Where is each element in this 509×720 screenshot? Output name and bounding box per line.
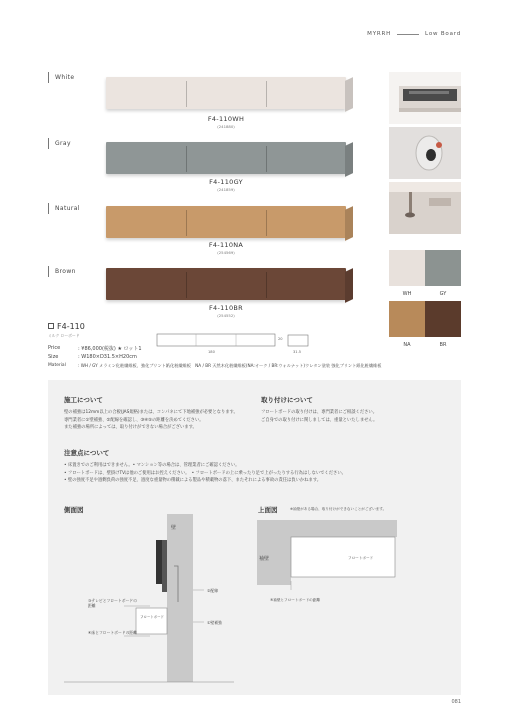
price-value: : ¥86,000(税抜) ★ ロット1 bbox=[78, 346, 142, 352]
install-text bbox=[64, 409, 238, 432]
size-value: : W180×D31.5×H20cm bbox=[78, 354, 137, 360]
side-wall-label: 壁 bbox=[171, 525, 177, 531]
color-label-white: White bbox=[48, 72, 74, 83]
photo-cable-hole bbox=[389, 127, 461, 179]
board-image-brown bbox=[106, 268, 346, 300]
product-name-text: F4-110 bbox=[57, 322, 85, 331]
model-name-gray: F4-110GY bbox=[209, 178, 243, 186]
product-name bbox=[48, 322, 85, 331]
material-label bbox=[48, 363, 66, 368]
dimension-drawing bbox=[156, 332, 316, 358]
side-view-title: 側面図 bbox=[64, 506, 84, 514]
size-label: Size bbox=[48, 354, 59, 360]
brand-name: MYRRH bbox=[367, 31, 392, 37]
top-board-label: フロートボード bbox=[348, 556, 374, 560]
dim-height: 20 bbox=[278, 337, 283, 341]
caution-line: • 壁の強度不足や過剰負荷の強度不足、過度な重量物の積載による製品や積載物の落下、またそれによる事故の責任は負いかねます。 bbox=[64, 478, 322, 483]
page-header bbox=[367, 31, 461, 37]
model-name-brown: F4-110BR bbox=[208, 304, 243, 312]
board-image-white bbox=[106, 77, 346, 109]
caution-text bbox=[64, 462, 346, 485]
color-label-natural: Natural bbox=[48, 203, 80, 214]
header-divider bbox=[397, 34, 419, 35]
board-image-gray bbox=[106, 142, 346, 174]
side-gap-label: ⑤袖壁とフロートボードの距離 bbox=[270, 598, 320, 602]
color-label-brown: Brown bbox=[48, 266, 76, 277]
mount-line: ご自身での取り付けに関しましては、重量といたしません。 bbox=[261, 417, 378, 423]
swatch-na bbox=[389, 301, 425, 337]
install-title: 施工について bbox=[64, 396, 103, 404]
dim-depth: 31.5 bbox=[293, 350, 302, 354]
side-board-label: フロートボード bbox=[140, 615, 164, 619]
install-line: また補強の場所によっては、取り付けができない場合がございます。 bbox=[64, 425, 197, 430]
model-name-natural: F4-110NA bbox=[208, 241, 244, 249]
mount-text bbox=[261, 409, 377, 424]
model-code-natural: (254569) bbox=[217, 250, 235, 255]
install-line: 専門業者に①壁補強、②配線を確認し、③④⑤の距離を決めてください。 bbox=[64, 417, 204, 423]
photo-underside-lamp bbox=[389, 182, 461, 234]
swatch-label-gy: GY bbox=[439, 291, 447, 297]
board-image-natural bbox=[106, 206, 346, 238]
mount-title: 取り付けについて bbox=[261, 396, 313, 404]
model-code-gray: (241859) bbox=[217, 187, 235, 192]
swatch-label-br: BR bbox=[439, 342, 447, 348]
swatch-wh bbox=[389, 250, 425, 286]
material-label-text: Material bbox=[48, 363, 66, 368]
model-code-brown: (254552) bbox=[217, 313, 235, 318]
color-label-gray: Gray bbox=[48, 138, 71, 149]
model-code-white: (241880) bbox=[217, 124, 235, 129]
caution-title: 注意点について bbox=[64, 449, 110, 457]
series-name: Low Board bbox=[425, 31, 461, 37]
dim-width: 180 bbox=[208, 350, 215, 354]
top-view-title: 上面図 bbox=[258, 506, 278, 514]
install-line: 壁の補強は12mm以上の合板(JAS規格)または、コンパネにて下地補強が必要となります。 bbox=[64, 410, 238, 415]
photo-opened-drawer bbox=[389, 72, 461, 124]
page-number: 081 bbox=[451, 699, 461, 705]
swatch-gy bbox=[425, 250, 461, 286]
wiring-label: ②配線 bbox=[207, 588, 218, 593]
tv-gap-label: ③テレビとフロートボードの距離 bbox=[88, 598, 137, 608]
mount-line: フロートボードの取り付けは、専門業者にご相談ください。 bbox=[261, 410, 378, 415]
wall-reinforce-label: ①壁補強 bbox=[207, 620, 222, 625]
floor-gap-label: ④床とフロートボードの距離 bbox=[88, 630, 137, 635]
model-name-white: F4-110WH bbox=[207, 115, 245, 123]
swatch-br bbox=[425, 301, 461, 337]
swatch-label-wh: WH bbox=[402, 291, 412, 297]
caution-line: • 床置きでのご利用はできません。• マンション等の場合は、管理業者にご確認ください。 bbox=[64, 463, 240, 468]
product-subtitle: ミルク ローボード bbox=[48, 333, 80, 338]
caution-line: • フロートボードは、壁掛けTVは他のご使用はお控えください。 • フロートボードの上に乗ったり足で上がったりする行為はしないでください。 bbox=[64, 470, 346, 476]
material-value: : WH / GY メラミン化粧繊維板、強化プリント紙化粧繊維板 NA / BR 天然木化粧繊維板(NA:オーク / BR:ウォルナット)ウレタン塗装 強化プリント紙化粧繊維板 bbox=[78, 363, 382, 368]
top-view-note: ※袖壁がある場合、取り付けができないことがございます。 bbox=[290, 507, 387, 511]
price-label: Price bbox=[48, 345, 61, 351]
swatch-label-na: NA bbox=[403, 342, 411, 348]
side-wall-top-label: 袖壁 bbox=[259, 556, 270, 562]
